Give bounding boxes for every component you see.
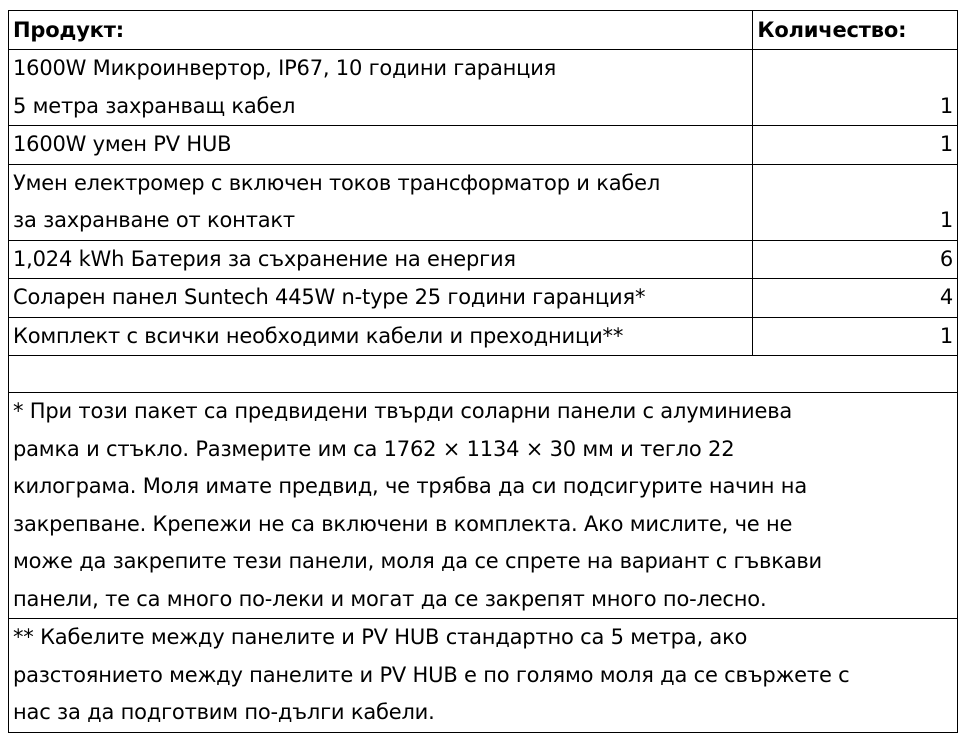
note-row [9,619,958,733]
quantity-cell[interactable]: 1 [753,126,958,165]
product-name-line: за захранване от контакт [13,208,295,232]
table-row [9,317,958,356]
note-line: ** Кабелите между панелите и PV HUB стандартно са 5 метра, ако [13,625,748,649]
product-name-line: 1600W Микроинвертор, IP67, 10 години гаранция [13,56,557,80]
empty-row [9,356,958,393]
product-name-line: Умен електромер с включен токов трансформатор и кабел [13,170,661,195]
table-row [9,279,958,318]
product-name-line: 1,024 kWh Батерия за съхранение на енергия [13,246,516,271]
product-name-line: Комплект с всички необходими кабели и преходници** [13,323,624,348]
empty-cell[interactable] [9,356,958,393]
table-header-row [9,11,958,50]
product-name-line: Соларен панел Suntech 445W n-type 25 години гаранция* [13,285,646,309]
note-line: панели, те са много по-леки и могат да се закрепят много по-лесно. [13,586,767,611]
table-row [9,164,958,240]
table-row [9,240,958,279]
product-cell[interactable] [9,240,753,279]
product-cell[interactable] [9,279,753,318]
note-line: разстоянието между панелите и PV HUB е по голямо моля да се свържете с [13,662,850,687]
quantity-cell[interactable]: 4 [753,279,958,318]
note-line: килограма. Моля имате предвид, че трябва да си подсигурите начин на [13,474,807,498]
product-table [8,10,958,733]
product-name-line: 5 метра захранващ кабел [13,93,296,118]
quantity-cell[interactable]: 6 [753,240,958,279]
note-line: закрепване. Крепежи не са включени в комплекта. Ако мислите, че не [13,511,793,536]
header-quantity[interactable]: Количество: [753,11,958,50]
product-cell[interactable] [9,164,753,240]
quantity-cell[interactable]: 1 [753,50,958,126]
product-cell[interactable] [9,50,753,126]
product-cell[interactable] [9,126,753,165]
header-product[interactable]: Продукт: [9,11,753,50]
note-line: рамка и стъкло. Размерите им са 1762 × 1134 × 30 мм и тегло 22 [13,436,735,461]
note-line: може да закрепите тези панели, моля да се спрете на вариант с гъвкави [13,549,822,573]
table-row [9,50,958,126]
note-cell-cables[interactable] [9,619,958,733]
table-row [9,126,958,165]
note-row [9,393,958,619]
note-cell-panels[interactable] [9,393,958,619]
note-line: * При този пакет са предвидени твърди соларни панели с алуминиева [13,399,793,423]
product-name-line: 1600W умен PV HUB [13,132,232,156]
quantity-cell[interactable]: 1 [753,164,958,240]
product-cell[interactable] [9,317,753,356]
quantity-cell[interactable]: 1 [753,317,958,356]
note-line: нас за да подготвим по-дълги кабели. [13,700,435,724]
